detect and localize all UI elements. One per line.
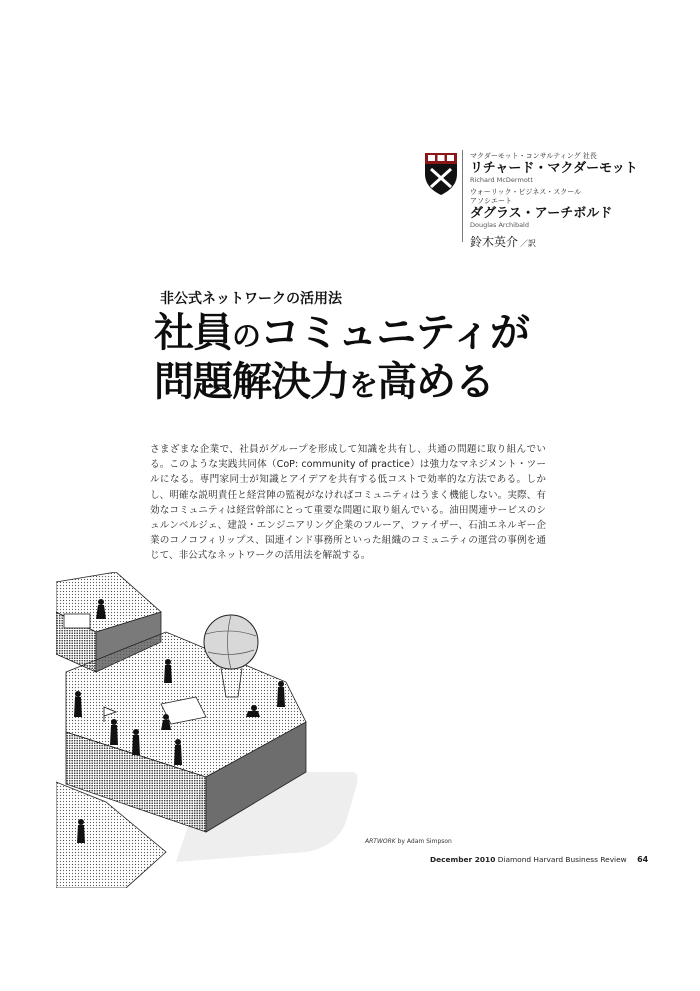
page-footer <box>430 855 648 864</box>
author-2-role: ウォーリック・ビジネス・スクール アソシエート <box>470 188 582 205</box>
title-part: を <box>349 368 378 402</box>
article-title <box>154 310 529 408</box>
title-part: 問題解決力 <box>154 358 349 405</box>
community-illustration <box>56 572 366 888</box>
title-part: 高める <box>377 358 495 405</box>
author-1-role: マクダーモット・コンサルティング 社長 <box>470 152 597 160</box>
author-2-roman: Douglas Archibald <box>470 221 529 229</box>
harvard-shield-icon <box>424 152 458 196</box>
translator-name: 鈴木英介 <box>470 235 519 249</box>
author-1-roman: Richard McDermott <box>470 176 533 184</box>
credit-by: by Adam Simpson <box>397 838 452 845</box>
author-block <box>470 152 690 250</box>
translator-suffix: ／訳 <box>520 239 537 248</box>
magazine-name: Diamond Harvard Business Review <box>497 855 627 864</box>
title-part: の <box>232 319 261 353</box>
title-line-2 <box>154 359 529 408</box>
article-subtitle: 非公式ネットワークの活用法 <box>160 291 342 307</box>
title-part: 社員 <box>154 309 232 356</box>
title-line-1 <box>154 310 529 359</box>
page-number: 64 <box>637 855 649 864</box>
issue-month: December 2010 <box>430 855 496 864</box>
author-2-name: ダグラス・アーチボルド <box>470 206 613 221</box>
lead-paragraph: さまざまな企業で、社員がグループを形成して知識を共有し、共通の問題に取り組んでいる。このような実践共同体（CoP: community of practice）は強力なマネジメント・ツールになる。専門家同士が知識とアイデアを共有する低コストで効率的な方法である。しかし、明確な説明責任と経営陣の監視がなければコミュニティはうまく機能しない。実際、有効なコミュニティは経営幹部にとって重要な問題に取り組んでいる。油田関連サービスのシュルンベルジェ、建設・エンジニアリング企業のフルーア、ファイザー、石油エネルギー企業のコノコフィリップス、国連インド事務所といった組織のコミュニティの運営の事例を通じて、非公式なネットワークの活用法を解説する。 <box>150 444 546 562</box>
artwork-credit <box>365 838 452 845</box>
title-part: コミュニティが <box>260 309 530 356</box>
author-divider <box>462 150 463 242</box>
credit-label: ARTWORK <box>365 838 396 845</box>
translator <box>470 233 690 250</box>
author-1-name: リチャード・マクダーモット <box>470 161 638 176</box>
